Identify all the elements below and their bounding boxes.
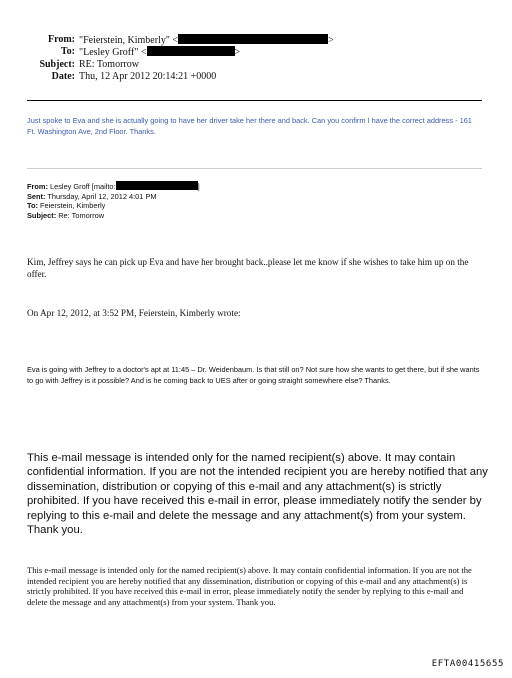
header-to-label: To: bbox=[60, 46, 75, 57]
reply-message: Just spoke to Eva and she is actually going to have her driver take her there and back. Can you confirm I have the correct address - 161 Ft. Washington Ave, 2nd Floor. Thanks. bbox=[27, 116, 472, 136]
header-subject-label: Subject: bbox=[39, 59, 75, 70]
quoted-sent-row bbox=[27, 192, 482, 202]
quoted-subject-value: Re: Tomorrow bbox=[58, 210, 105, 220]
redaction-block bbox=[116, 181, 198, 190]
header-subject-value: RE: Tomorrow bbox=[79, 59, 139, 70]
quoted-subject-label: Subject: bbox=[27, 210, 57, 220]
quoted-from-row bbox=[27, 181, 482, 192]
header-divider bbox=[27, 100, 482, 101]
header-from-label: From: bbox=[47, 34, 75, 45]
original-message: Eva is going with Jeffrey to a doctor's apt at 11:45 – Dr. Weidenbaum. Is that still on? Not sure how she wants to get there, but if she wants to go with Jeffrey is it possible? And is he coming back to UES after or going straight somewhere else? Thanks. bbox=[27, 365, 480, 385]
quoted-from-close: ] bbox=[197, 182, 200, 191]
header-to-name: "Lesley Groff" < bbox=[79, 47, 147, 58]
groff-message: Kim, Jeffrey says he can pick up Eva and have her brought back..please let me know if she wishes to take him up on the offer. bbox=[27, 257, 469, 279]
header-from-name: "Feierstein, Kimberly" < bbox=[79, 35, 179, 46]
quoted-subject-row bbox=[27, 211, 482, 221]
quote-divider bbox=[27, 168, 482, 169]
quoted-to-value: Feierstein, Kimberly bbox=[40, 201, 106, 211]
header-from-close: > bbox=[328, 35, 334, 46]
quoted-sent-value: Thursday, April 12, 2012 4:01 PM bbox=[47, 191, 157, 201]
attribution-line: On Apr 12, 2012, at 3:52 PM, Feierstein, Kimberly wrote: bbox=[27, 308, 241, 318]
quoted-to-row bbox=[27, 201, 482, 211]
quoted-from-value: Lesley Groff [mailto: bbox=[50, 182, 116, 191]
header-to-close: > bbox=[234, 47, 241, 58]
quoted-sent-label: Sent: bbox=[27, 191, 46, 201]
disclaimer-small: This e-mail message is intended only for the named recipient(s) above. It may contain confidential information. If you are not the intended recipient you are hereby notified that any dissemination, distribution or copying of this e-mail and any attachment(s) is strictly prohibited. If you have received this e-mail in error, please immediately notify the sender by replying to this e-mail and delete the message and any attachment(s) from your system. Thank you. bbox=[27, 565, 472, 607]
quoted-header bbox=[27, 181, 482, 220]
document-id: EFTA00415655 bbox=[431, 659, 504, 669]
quoted-from-label: From: bbox=[27, 182, 48, 191]
quoted-to-label: To: bbox=[27, 201, 38, 211]
header-date-label: Date: bbox=[51, 71, 75, 82]
redaction-block bbox=[178, 34, 328, 44]
header-to-value bbox=[79, 46, 240, 59]
disclaimer-large: This e-mail message is intended only for the named recipient(s) above. It may contain confidential information. If you are not the intended recipient you are hereby notified that any dissemination, distribution or copying of this e-mail and any attachment(s) is strictly prohibited. If you have received this e-mail in error, please immediately notify the sender by replying to this e-mail and delete the message and any attachment(s) from your system. Thank you. bbox=[27, 452, 488, 537]
email-header bbox=[0, 0, 512, 100]
header-date-value: Thu, 12 Apr 2012 20:14:21 +0000 bbox=[79, 71, 217, 82]
redaction-block bbox=[147, 46, 235, 56]
